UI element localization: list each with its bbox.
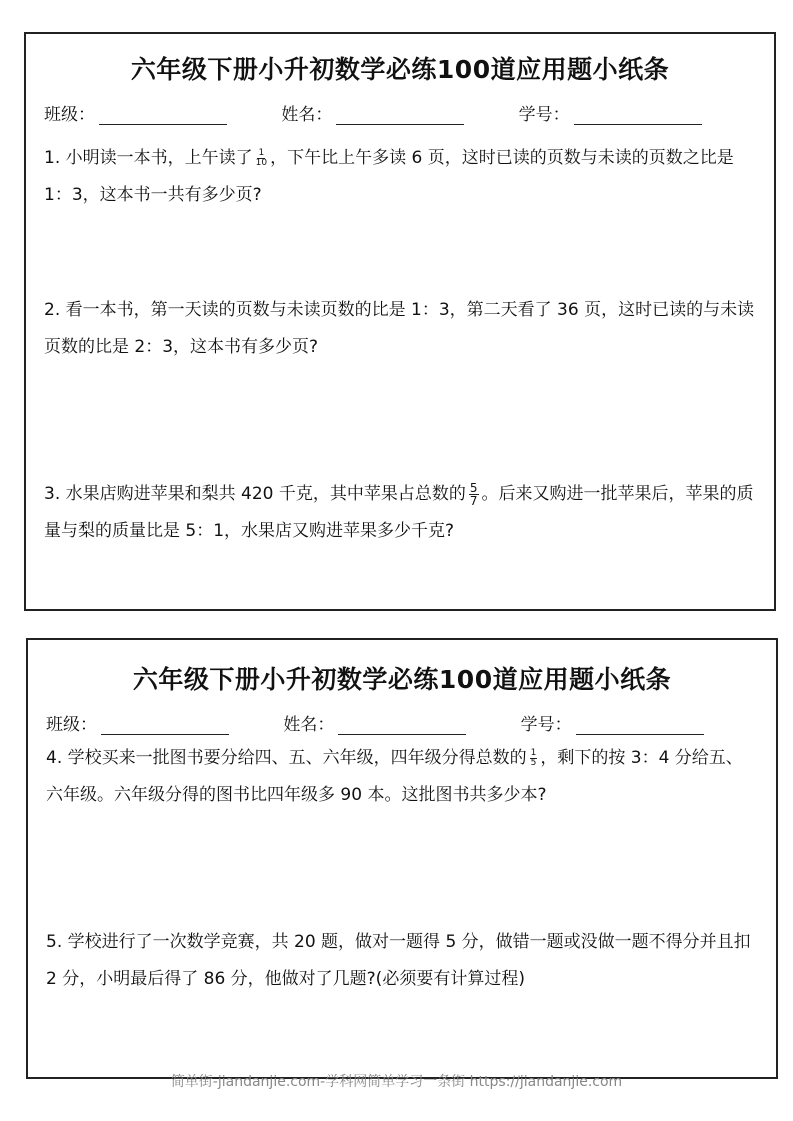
class-label: 班级： bbox=[46, 715, 97, 735]
number-label: 学号： bbox=[518, 105, 570, 125]
number-blank[interactable] bbox=[574, 106, 702, 125]
fraction: $\frac{1}{5}$ bbox=[530, 747, 537, 768]
student-info-row bbox=[44, 100, 756, 125]
number-label: 学号： bbox=[520, 715, 572, 735]
worksheet-card-2 bbox=[26, 638, 778, 1079]
class-label: 班级： bbox=[44, 105, 95, 125]
class-field[interactable] bbox=[44, 100, 281, 125]
student-info-row bbox=[46, 710, 758, 735]
class-blank[interactable] bbox=[101, 716, 229, 735]
name-blank[interactable] bbox=[336, 106, 464, 125]
name-field[interactable] bbox=[281, 100, 518, 125]
number-field[interactable] bbox=[521, 710, 758, 735]
worksheet-card-1 bbox=[24, 32, 776, 611]
name-field[interactable] bbox=[283, 710, 520, 735]
fraction: $\frac{1}{10}$ bbox=[255, 147, 268, 168]
footer-watermark: 简单街-jiandanjie.com-学科网简单学习一条街 https://jiandanjie.com bbox=[170, 1074, 623, 1090]
name-blank[interactable] bbox=[338, 716, 466, 735]
number-blank[interactable] bbox=[576, 716, 704, 735]
question-3: 3. 水果店购进苹果和梨共 420 千克，其中苹果占总数的 $\frac{5}{7}$ 。后来又购进一批苹果后，苹果的质量与梨的质量比是 5：1，水果店又购进苹果多少千克? bbox=[44, 480, 754, 541]
name-label: 姓名： bbox=[283, 715, 335, 735]
question-2: 2. 看一本书，第一天读的页数与未读页数的比是 1：3，第二天看了 36 页，这时已读的与未读页数的比是 2：3，这本书有多少页? bbox=[44, 300, 755, 357]
sheet-title: 六年级下册小升初数学必练100道应用题小纸条 bbox=[130, 55, 670, 84]
fraction: $\frac{5}{7}$ bbox=[469, 480, 478, 508]
question-4: 4. 学校买来一批图书要分给四、五、六年级，四年级分得总数的 $\frac{1}{5}$ ，剩下的按 3：4 分给五、六年级。六年级分得的图书比四年级多 90 本。这批图书共多少本? bbox=[46, 747, 743, 805]
question-5: 5. 学校进行了一次数学竞赛，共 20 题，做对一题得 5 分，做错一题或没做一题不得分并且扣 2 分，小明最后得了 86 分，他做对了几题?(必须要有计算过程) bbox=[46, 932, 751, 989]
name-label: 姓名： bbox=[281, 105, 333, 125]
class-field[interactable] bbox=[46, 710, 283, 735]
class-blank[interactable] bbox=[99, 106, 227, 125]
number-field[interactable] bbox=[519, 100, 756, 125]
sheet-title: 六年级下册小升初数学必练100道应用题小纸条 bbox=[132, 665, 672, 694]
question-1: 1. 小明读一本书，上午读了 $\frac{1}{10}$ ，下午比上午多读 6 页，这时已读的页数与未读的页数之比是 1：3，这本书一共有多少页? bbox=[44, 147, 734, 205]
